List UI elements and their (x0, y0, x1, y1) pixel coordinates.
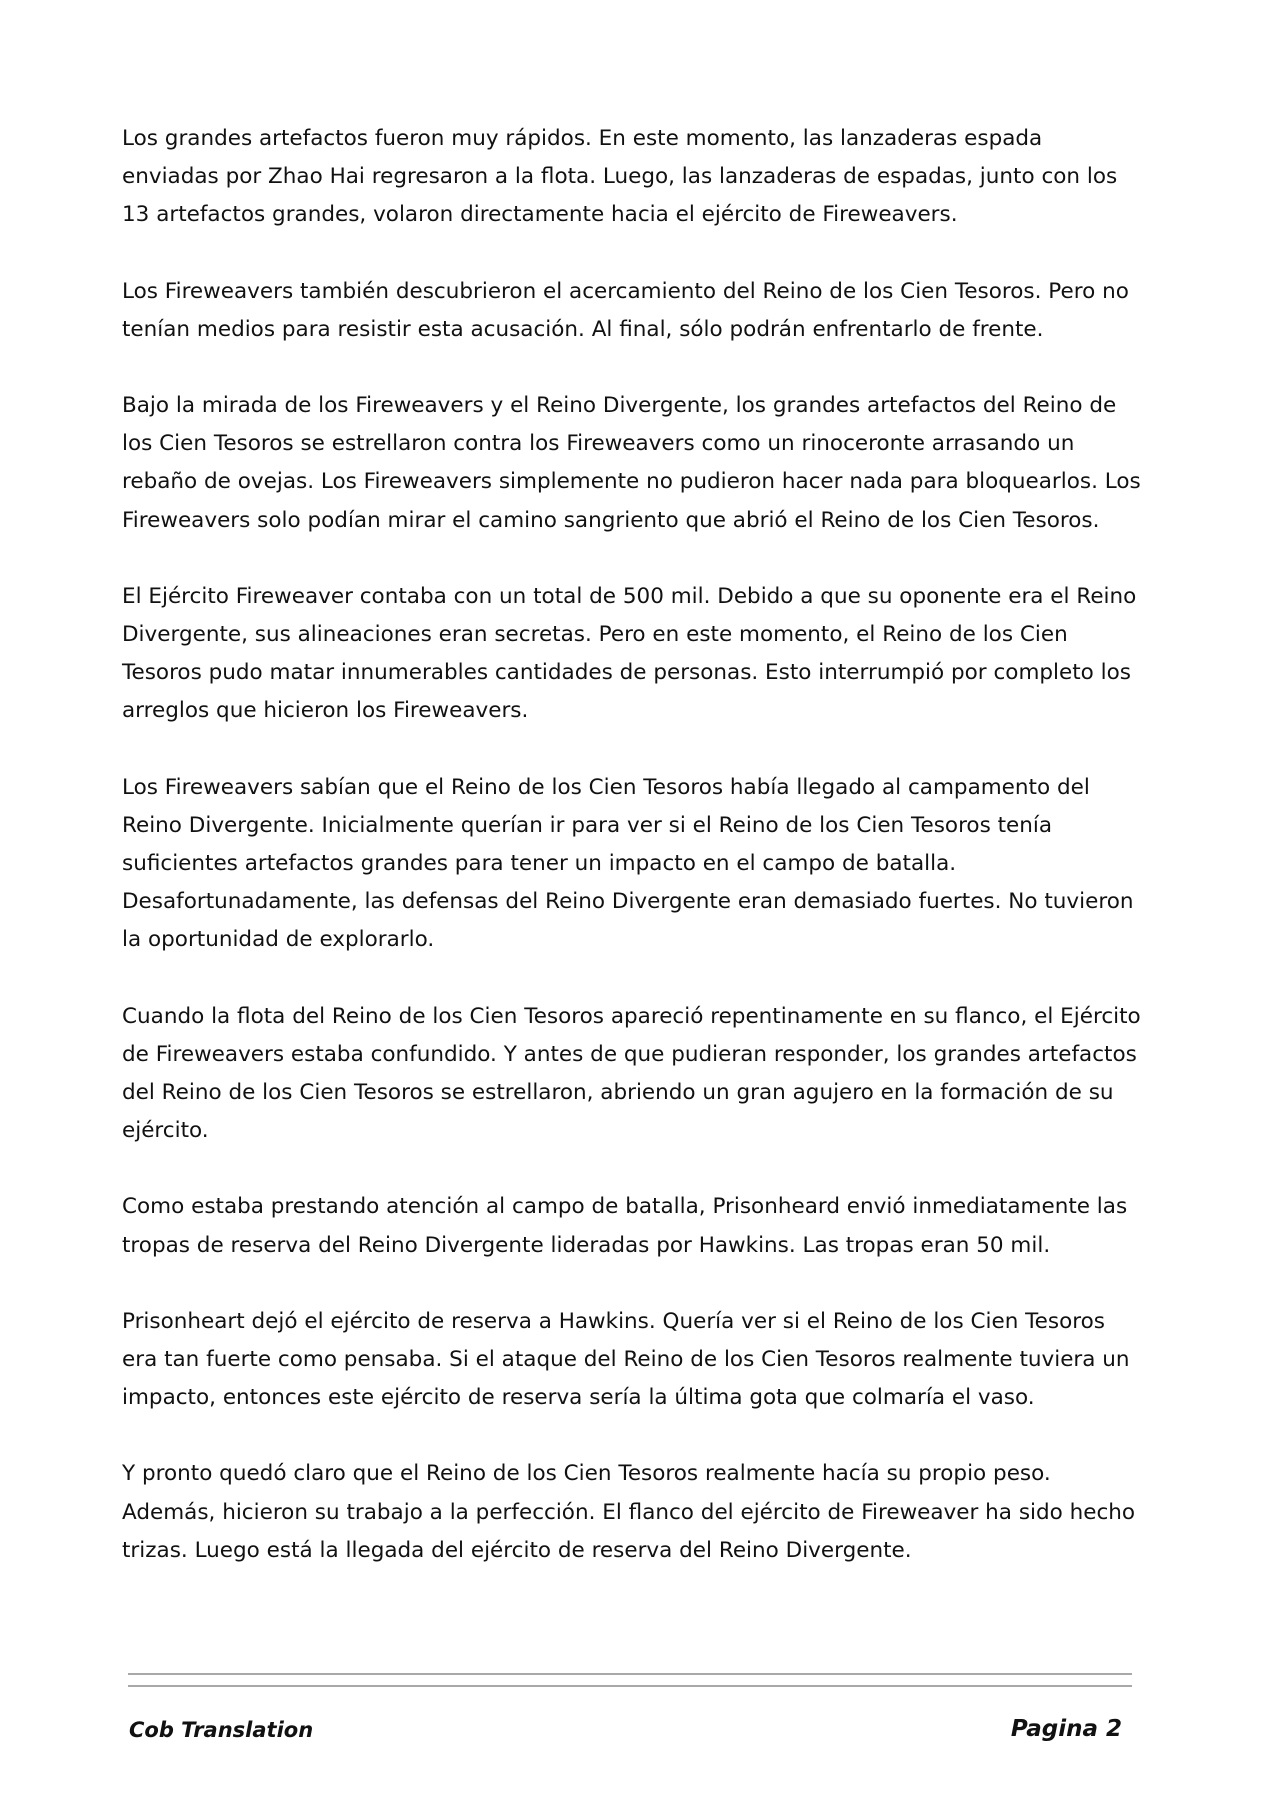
paragraph-6: Cuando la flota del Reino de los Cien Tesoros apareció repentinamente en su flanco, el Ejército de Fireweavers estaba confundido. Y antes de que pudieran responder, los grandes artefactos del Reino de los Cien Tesoros se estrellaron, abriendo un gran agujero en la formación de su ejército. (122, 1003, 1141, 1144)
footer-divider-top (128, 1673, 1132, 1675)
footer-page-number: Pagina 2 (1010, 1716, 1122, 1742)
paragraph-3: Bajo la mirada de los Fireweavers y el Reino Divergente, los grandes artefactos del Reino de los Cien Tesoros se estrellaron contra los Fireweavers como un rinoceronte arrasando un rebaño de ovejas. Los Fireweavers simplemente no pudieron hacer nada para bloquearlos. Los Fireweavers solo podían mirar el camino sangriento que abrió el Reino de los Cien Tesoros. (122, 393, 1141, 533)
footer-divider-bottom (128, 1685, 1132, 1687)
paragraph-8: Prisonheart dejó el ejército de reserva a Hawkins. Quería ver si el Reino de los Cien Tesoros era tan fuerte como pensaba. Si el ataque del Reino de los Cien Tesoros realmente tuviera un impacto, entonces este ejército de reserva sería la última gota que colmaría el vaso. (122, 1308, 1130, 1411)
paragraph-2: Los Fireweavers también descubrieron el acercamiento del Reino de los Cien Tesoros. Pero no tenían medios para resistir esta acusación. Al final, sólo podrán enfrentarlo de frente. (122, 278, 1129, 342)
paragraph-4: El Ejército Fireweaver contaba con un total de 500 mil. Debido a que su oponente era el Reino Divergente, sus alineaciones eran secretas. Pero en este momento, el Reino de los Cien Tesoros pudo matar innumerables cantidades de personas. Esto interrumpió por completo los arreglos que hicieron los Fireweavers. (122, 583, 1137, 724)
paragraph-5: Los Fireweavers sabían que el Reino de los Cien Tesoros había llegado al campamento del Reino Divergente. Inicialmente querían ir para ver si el Reino de los Cien Tesoros tenía suficientes artefactos grandes para tener un impacto en el campo de batalla. Desafortunadamente, las defensas del Reino Divergente eran demasiado fuertes. No tuvieron la oportunidad de explorarlo. (122, 774, 1134, 953)
paragraph-7: Como estaba prestando atención al campo de batalla, Prisonheard envió inmediatamente las tropas de reserva del Reino Divergente lideradas por Hawkins. Las tropas eran 50 mil. (122, 1194, 1128, 1258)
body-text (122, 120, 1142, 1608)
footer-translator-name: Cob Translation (129, 1718, 314, 1742)
paragraph-1: Los grandes artefactos fueron muy rápidos. En este momento, las lanzaderas espada enviadas por Zhao Hai regresaron a la flota. Luego, las lanzaderas de espadas, junto con los 13 artefactos grandes, volaron directamente hacia el ejército de Fireweavers. (122, 126, 1118, 228)
paragraph-9: Y pronto quedó claro que el Reino de los Cien Tesoros realmente hacía su propio peso. Además, hicieron su trabajo a la perfección. El flanco del ejército de Fireweaver ha sido hecho trizas. Luego está la llegada del ejército de reserva del Reino Divergente. (122, 1461, 1136, 1563)
